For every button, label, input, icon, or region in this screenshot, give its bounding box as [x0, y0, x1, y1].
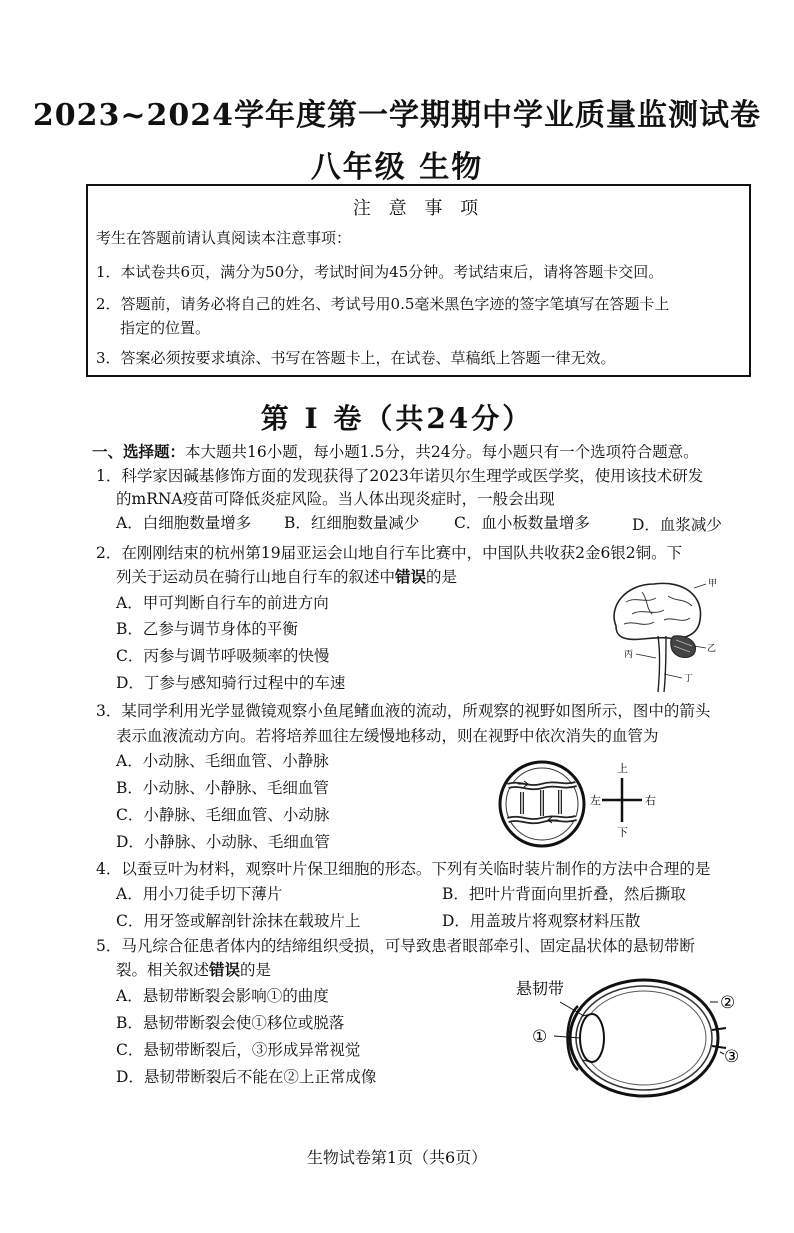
eye-figure [512, 972, 752, 1100]
brain-label-bing: 丙 [624, 650, 634, 660]
q3-option-b: B．小动脉、小静脉、毛细血管 [116, 779, 329, 797]
q1-option-c: C．血小板数量增多 [454, 514, 590, 532]
q3-stem-1: 3．某同学利用光学显微镜观察小鱼尾鳍血液的流动，所观察的视野如图所示，图中的箭头 [96, 702, 711, 720]
q4-option-c: C．用牙签或解剖针涂抹在载玻片上 [116, 912, 361, 930]
eye-label-3: ③ [724, 1047, 740, 1067]
q2-stem-1: 2．在刚刚结束的杭州第19届亚运会山地自行车比赛中，中国队共收获2金6银2铜。下 [96, 544, 683, 562]
q1-option-a: A．白细胞数量增多 [116, 514, 252, 532]
page-footer: 生物试卷第1页（共6页） [306, 1148, 488, 1167]
q5-option-a: A．悬韧带断裂会影响①的曲度 [116, 987, 329, 1005]
brain-figure [602, 574, 722, 696]
instruction-text: 本大题共16小题，每小题1.5分，共24分。每小题只有一个选项符合题意。 [185, 443, 699, 461]
instruction-label: 一、选择题： [92, 442, 186, 461]
q4-option-d: D．用盖玻片将观察材料压散 [442, 912, 641, 930]
notice-item-2: 2．答题前，请务必将自己的姓名、考试号用0.5毫米黑色字迹的签字笔填写在答题卡上 [96, 295, 670, 313]
q1-option-b: B．红细胞数量减少 [284, 514, 420, 532]
direction-down: 下 [617, 826, 628, 839]
exam-title: 2023~2024学年度第一学期期中学业质量监测试卷 [32, 98, 762, 133]
q2-emphasis: 错误 [395, 567, 427, 586]
section-title: 第 Ⅰ 卷（共24分） [260, 402, 534, 435]
q4-stem: 4．以蚕豆叶为材料，观察叶片保卫细胞的形态。下列有关临时装片制作的方法中合理的是 [96, 860, 711, 878]
q2-stem-2: 列关于运动员在骑行山地自行车的叙述中错误的是 [116, 567, 458, 586]
exam-subtitle: 八年级 生物 [310, 150, 484, 185]
q1-option-d: D．血浆减少 [632, 516, 722, 534]
q1-stem-2: 的mRNA疫苗可降低炎症风险。当人体出现炎症时，一般会出现 [116, 490, 555, 508]
eye-label-2: ② [720, 993, 736, 1013]
q2-option-d: D．丁参与感知骑行过程中的车速 [116, 674, 346, 692]
notice-item-1: 1．本试卷共6页，满分为50分，考试时间为45分钟。考试结束后，请将答题卡交回。 [96, 263, 664, 281]
direction-left: 左 [590, 794, 601, 807]
eye-label-suspensory-ligament: 悬韧带 [516, 979, 565, 998]
q5-option-c: C．悬韧带断裂后，③形成异常视觉 [116, 1041, 361, 1059]
q5-stem-1: 5．马凡综合征患者体内的结缔组织受损，可导致患者眼部牵引、固定晶状体的悬韧带断 [96, 937, 695, 955]
notice-title: 注 意 事 项 [352, 198, 485, 219]
q3-option-c: C．小静脉、毛细血管、小动脉 [116, 806, 330, 824]
q5-option-b: B．悬韧带断裂会使①移位或脱落 [116, 1014, 345, 1032]
direction-up: 上 [617, 762, 628, 775]
section-instruction [92, 441, 699, 463]
q1-stem-1: 1．科学家因碱基修饰方面的发现获得了2023年诺贝尔生理学或医学奖，使用该技术研发 [96, 467, 704, 485]
brain-label-jia: 甲 [708, 579, 718, 589]
notice-item-2-cont: 指定的位置。 [120, 319, 211, 337]
q4-option-a: A．用小刀徒手切下薄片 [116, 885, 283, 903]
notice-box [86, 184, 751, 377]
direction-right: 右 [645, 794, 656, 807]
q3-option-d: D．小静脉、小动脉、毛细血管 [116, 833, 330, 851]
notice-intro: 考生在答题前请认真阅读本注意事项： [96, 229, 352, 247]
brain-label-yi: 乙 [707, 644, 717, 654]
q5-emphasis: 错误 [209, 960, 241, 979]
q2-option-b: B．乙参与调节身体的平衡 [116, 620, 298, 638]
q4-option-b: B．把叶片背面向里折叠，然后撕取 [442, 885, 686, 903]
q2-option-c: C．丙参与调节呼吸频率的快慢 [116, 647, 330, 665]
q5-option-d: D．悬韧带断裂后不能在②上正常成像 [116, 1068, 377, 1086]
brain-label-ding: 丁 [684, 674, 694, 684]
q3-option-a: A．小动脉、毛细血管、小静脉 [116, 752, 329, 770]
microscope-field-figure [498, 756, 688, 856]
eye-label-1: ① [532, 1027, 548, 1047]
notice-item-3: 3．答案必须按要求填涂、书写在答题卡上，在试卷、草稿纸上答题一律无效。 [96, 349, 616, 367]
q5-stem-2: 裂。相关叙述错误的是 [116, 960, 272, 979]
q3-stem-2: 表示血液流动方向。若将培养皿往左缓慢地移动，则在视野中依次消失的血管为 [116, 727, 659, 745]
q2-option-a: A．甲可判断自行车的前进方向 [116, 594, 329, 612]
